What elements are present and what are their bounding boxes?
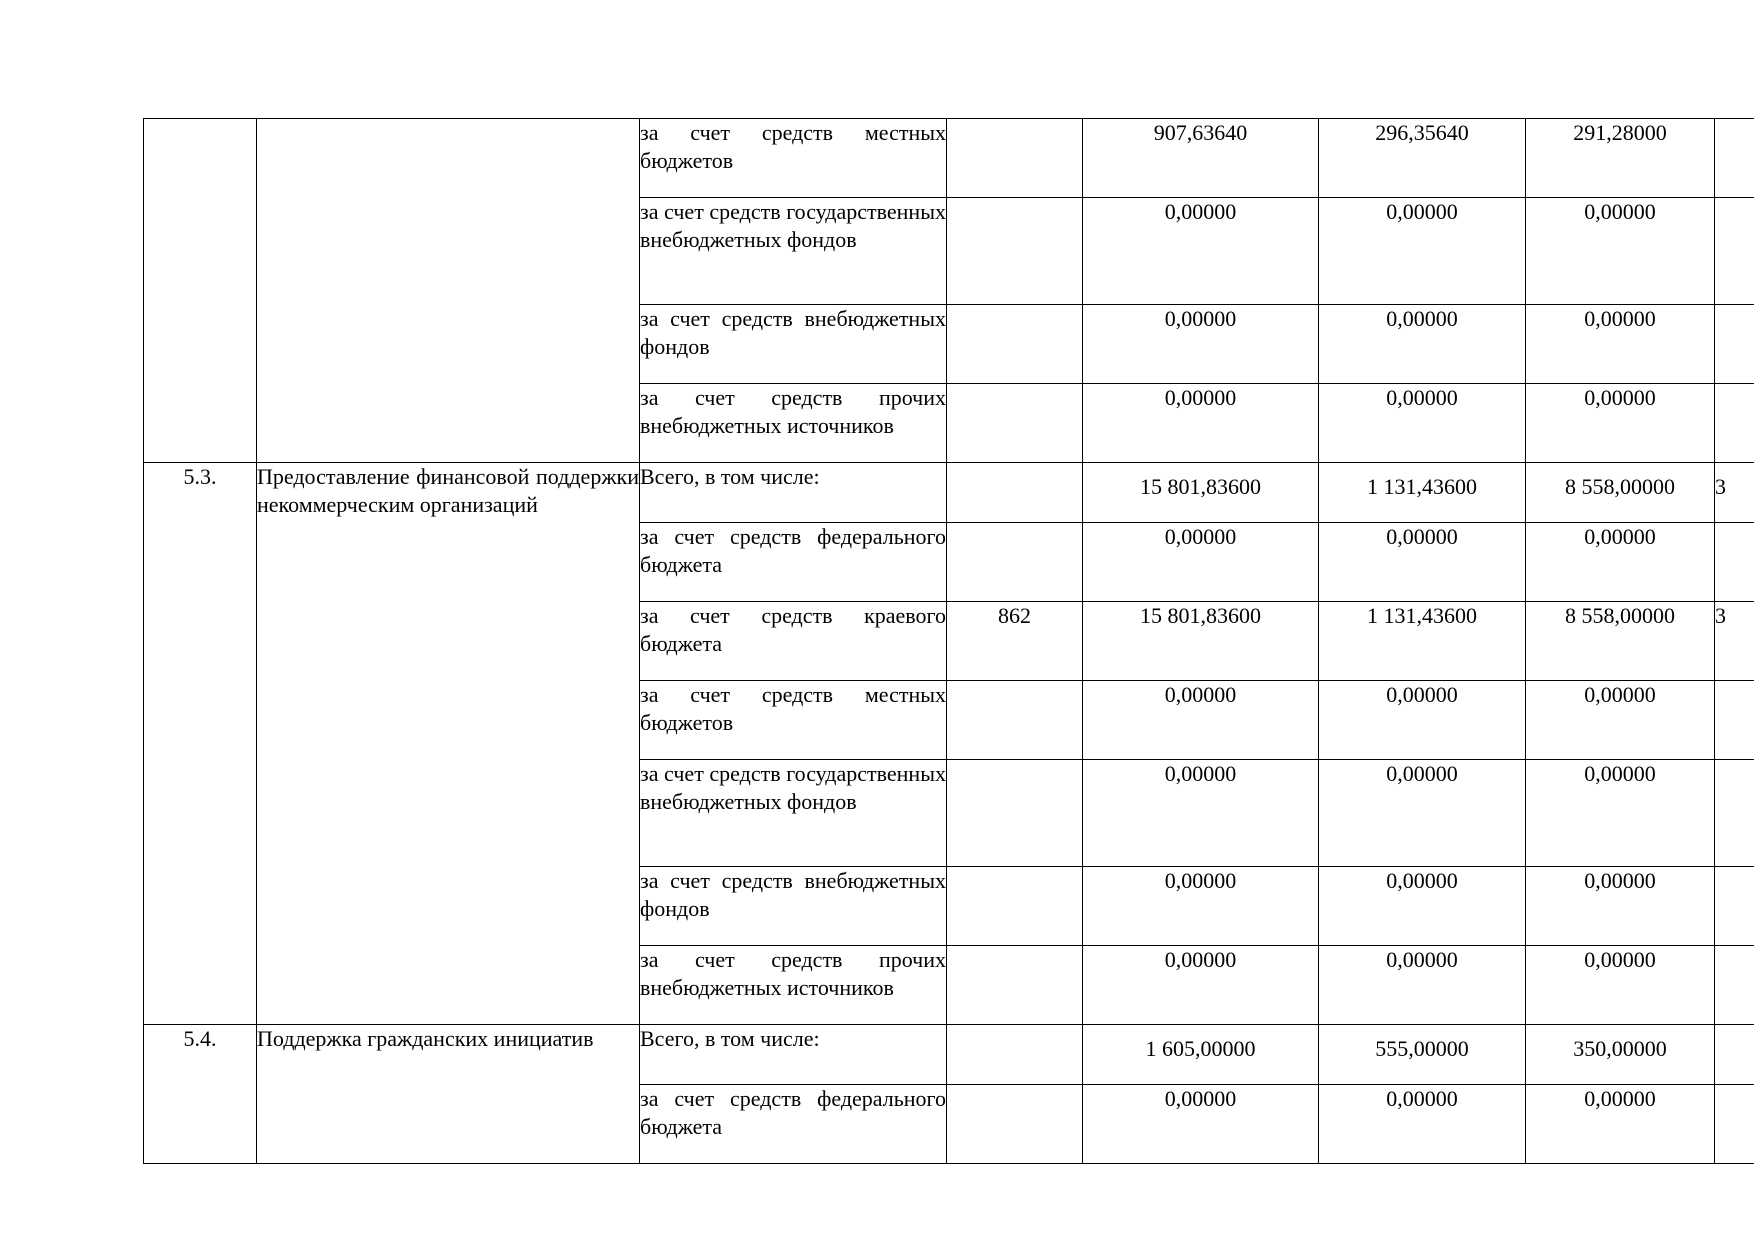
budget-code-cell — [947, 198, 1083, 305]
row-number-cell: 5.3. — [144, 463, 257, 1025]
year1-amount-cell: 0,00000 — [1319, 198, 1526, 305]
budget-code-cell — [947, 119, 1083, 198]
funding-source-cell: за счет средств прочих внебюджетных источников — [640, 946, 947, 1025]
total-amount-cell: 1 605,00000 — [1083, 1025, 1319, 1085]
table-row — [144, 119, 1754, 198]
year2-amount-cell: 0,00000 — [1526, 305, 1715, 384]
budget-code-cell — [947, 384, 1083, 463]
total-amount-cell: 0,00000 — [1083, 198, 1319, 305]
budget-code-cell — [947, 523, 1083, 602]
total-amount-cell: 0,00000 — [1083, 946, 1319, 1025]
year3-amount-cell — [1715, 1025, 1754, 1085]
year3-amount-cell: 3 — [1715, 463, 1754, 523]
funding-source-cell: за счет средств государственных внебюджетных фондов — [640, 760, 947, 867]
year1-amount-cell: 296,35640 — [1319, 119, 1526, 198]
total-amount-cell: 15 801,83600 — [1083, 602, 1319, 681]
year3-amount-cell — [1715, 305, 1754, 384]
measure-name-cell: Поддержка гражданских инициатив — [257, 1025, 640, 1164]
funding-source-cell: за счет средств федерального бюджета — [640, 1085, 947, 1164]
funding-source-cell: за счет средств краевого бюджета — [640, 602, 947, 681]
funding-source-cell: за счет средств федерального бюджета — [640, 523, 947, 602]
row-number-cell: 5.4. — [144, 1025, 257, 1164]
year1-amount-cell: 0,00000 — [1319, 1085, 1526, 1164]
funding-source-cell: за счет средств государственных внебюджетных фондов — [640, 198, 947, 305]
total-amount-cell: 907,63640 — [1083, 119, 1319, 198]
year3-amount-cell — [1715, 1085, 1754, 1164]
funding-source-cell: за счет средств местных бюджетов — [640, 681, 947, 760]
year1-amount-cell: 555,00000 — [1319, 1025, 1526, 1085]
year3-amount-cell: 3 — [1715, 602, 1754, 681]
year2-amount-cell: 0,00000 — [1526, 523, 1715, 602]
year1-amount-cell: 0,00000 — [1319, 946, 1526, 1025]
year2-amount-cell: 8 558,00000 — [1526, 463, 1715, 523]
year3-amount-cell — [1715, 119, 1754, 198]
year2-amount-cell: 0,00000 — [1526, 1085, 1715, 1164]
budget-code-cell — [947, 305, 1083, 384]
budget-code-cell — [947, 1085, 1083, 1164]
year1-amount-cell: 1 131,43600 — [1319, 463, 1526, 523]
budget-code-cell: 862 — [947, 602, 1083, 681]
total-amount-cell: 0,00000 — [1083, 1085, 1319, 1164]
year1-amount-cell: 0,00000 — [1319, 523, 1526, 602]
row-number-cell — [144, 119, 257, 463]
total-amount-cell: 0,00000 — [1083, 384, 1319, 463]
budget-code-cell — [947, 463, 1083, 523]
year3-amount-cell — [1715, 384, 1754, 463]
funding-source-cell: за счет средств прочих внебюджетных источников — [640, 384, 947, 463]
year3-amount-cell — [1715, 523, 1754, 602]
budget-code-cell — [947, 760, 1083, 867]
year2-amount-cell: 0,00000 — [1526, 867, 1715, 946]
funding-source-cell: за счет средств внебюджетных фондов — [640, 305, 947, 384]
year1-amount-cell: 0,00000 — [1319, 305, 1526, 384]
measure-name-cell: Предоставление финансовой поддержки некоммерческим организаций — [257, 463, 640, 1025]
funding-source-cell: за счет средств внебюджетных фондов — [640, 867, 947, 946]
year3-amount-cell — [1715, 681, 1754, 760]
budget-code-cell — [947, 946, 1083, 1025]
budget-code-cell — [947, 681, 1083, 760]
year3-amount-cell — [1715, 867, 1754, 946]
total-amount-cell: 15 801,83600 — [1083, 463, 1319, 523]
year2-amount-cell: 291,28000 — [1526, 119, 1715, 198]
year3-amount-cell — [1715, 760, 1754, 867]
budget-code-cell — [947, 1025, 1083, 1085]
year1-amount-cell: 0,00000 — [1319, 867, 1526, 946]
total-amount-cell: 0,00000 — [1083, 305, 1319, 384]
year2-amount-cell: 0,00000 — [1526, 681, 1715, 760]
year2-amount-cell: 0,00000 — [1526, 384, 1715, 463]
year2-amount-cell: 0,00000 — [1526, 760, 1715, 867]
table-row — [144, 463, 1754, 523]
year2-amount-cell: 0,00000 — [1526, 198, 1715, 305]
year1-amount-cell: 0,00000 — [1319, 681, 1526, 760]
year3-amount-cell — [1715, 198, 1754, 305]
year2-amount-cell: 350,00000 — [1526, 1025, 1715, 1085]
measure-name-cell — [257, 119, 640, 463]
total-amount-cell: 0,00000 — [1083, 523, 1319, 602]
year1-amount-cell: 1 131,43600 — [1319, 602, 1526, 681]
budget-code-cell — [947, 867, 1083, 946]
year1-amount-cell: 0,00000 — [1319, 384, 1526, 463]
total-amount-cell: 0,00000 — [1083, 867, 1319, 946]
funding-source-cell: Всего, в том числе: — [640, 463, 947, 523]
year3-amount-cell — [1715, 946, 1754, 1025]
year1-amount-cell: 0,00000 — [1319, 760, 1526, 867]
total-amount-cell: 0,00000 — [1083, 681, 1319, 760]
table-row — [144, 1025, 1754, 1085]
year2-amount-cell: 8 558,00000 — [1526, 602, 1715, 681]
funding-source-cell: Всего, в том числе: — [640, 1025, 947, 1085]
funding-source-cell: за счет средств местных бюджетов — [640, 119, 947, 198]
year2-amount-cell: 0,00000 — [1526, 946, 1715, 1025]
total-amount-cell: 0,00000 — [1083, 760, 1319, 867]
budget-table — [143, 118, 1754, 1164]
